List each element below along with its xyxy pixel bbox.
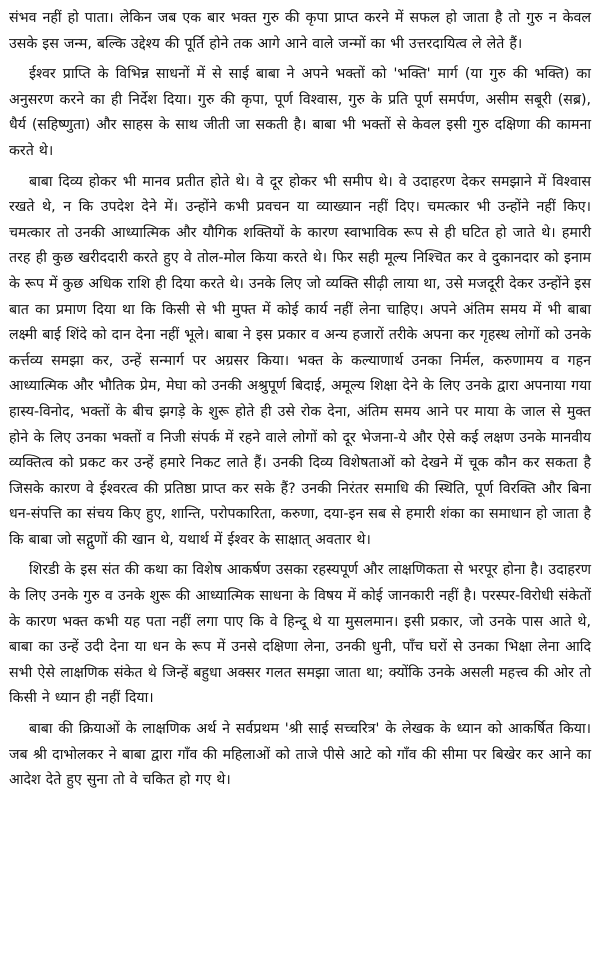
paragraph-3: बाबा दिव्य होकर भी मानव प्रतीत होते थे। वे दूर होकर भी समीप थे। वे उदाहरण देकर समझाने में विश्वास रखते थे, न कि उपदेश देने में। उन्होंने कभी प्रवचन या व्याख्यान नहीं दिए। चमत्कार भी उन्होंने नहीं किए। चमत्कार तो उनकी आध्यात्मिक और यौगिक शक्तियों के कारण स्वाभाविक रूप से ही घटित हो जाते थे। हमारी तरह ही कुछ खरीददारी करते हुए वे तोल-मोल किया करते थे। फिर सही मूल्य निश्चित कर वे दुकानदार को इनाम के रूप में कुछ अधिक राशि ही दिया करते थे। उनके लिए जो व्यक्ति सीढ़ी लाया था, उसे मजदूरी देकर उन्होंने इस बात का प्रमाण दिया था कि किसी से भी मुफ्त में कोई कार्य नहीं लेना चाहिए। अपने अंतिम समय में भी बाबा लक्ष्मी बाई शिंदे को दान देना नहीं भूले। बाबा ने इस प्रकार व अन्य हजारों तरीके अपना कर गृहस्थ लोगों को उनके कर्त्तव्य समझा कर, उन्हें सन्मार्ग पर अग्रसर किया। भक्त के कल्याणार्थ उनका निर्मल, करुणामय व गहन आध्यात्मिक और भौतिक प्रेम, मेघा को उनकी अश्रुपूर्ण बिदाई, अमूल्य शिक्षा देने के लिए उनके द्वारा अपनाया गया हास्य-विनोद, भक्तों के बीच झगड़े के शुरू होते ही उसे रोक देना, अंतिम समय आने पर माया के जाल से मुक्त होने के लिए उनका भक्तों व निजी संपर्क में रहने वाले लोगों को दूर भेजना-ये और ऐसे कई लक्षण उनके मानवीय व्यक्तित्व को प्रकट कर उन्हें हमारे निकट लाते हैं। उनकी दिव्य विशेषताओं को देखने में चूक कौन कर सकता है जिसके कारण वे ईश्वरत्व की प्रतिष्ठा प्राप्त कर सके हैं? उनकी निरंतर समाधि की स्थिति, पूर्ण विरक्ति और बिना धन-संपत्ति का संचय किए हुए, शान्ति, परोपकारिता, करुणा, दया-इन सब से हमारी शंका का समाधान हो जाता है कि बाबा जो सद्गुणों की खान थे, यथार्थ में ईश्वर के साक्षात् अवतार थे। [9,173,591,548]
paragraph-4: शिरडी के इस संत की कथा का विशेष आकर्षण उसका रहस्यपूर्ण और लाक्षणिकता से भरपूर होना है। उदाहरण के लिए उनके गुरु व उनके शुरू की आध्यात्मिक साधना के विषय में कोई जानकारी नहीं है। परस्पर-विरोधी संकेतों के कारण भक्त कभी यह पता नहीं लगा पाए कि वे हिन्दू थे या मुसलमान। इसी प्रकार, जो उनके पास आते थे, बाबा का उन्हें उदी देना या धन के रूप में उनसे दक्षिणा लेना, उनकी धुनी, पाँच घरों से उनका भिक्षा लेना आदि सभी ऐसे लाक्षणिक संकेत थे जिन्हें बहुधा अक्सर गलत समझा जाता था; क्योंकि उनके असली महत्त्व की ओर तो किसी ने ध्यान ही नहीं दिया। [9,562,591,707]
paragraph-2: ईश्वर प्राप्ति के विभिन्न साधनों में से साई बाबा ने अपने भक्तों को 'भक्ति' मार्ग (या गुरु की भक्ति) का अनुसरण करने का ही निर्देश दिया। गुरु की कृपा, पूर्ण विश्वास, गुरु के प्रति पूर्ण समर्पण, असीम सबूरी (सब्र), धैर्य (सहिष्णुता) और साहस के साथ जीती जा सकती है। बाबा भी भक्तों से केवल इसी गुरु दक्षिणा की कामना करते थे। [9,66,591,159]
paragraph-5: बाबा की क्रियाओं के लाक्षणिक अर्थ ने सर्वप्रथम 'श्री साई सच्चरित्र' के लेखक के ध्यान को आकर्षित किया। जब श्री दाभोलकर ने बाबा द्वारा गाँव की महिलाओं को ताजे पीसे आटे को गाँव की सीमा पर बिखेर कर आने का आदेश देते हुए सुना तो वे चकित हो गए थे। [9,721,591,789]
paragraph-1: संभव नहीं हो पाता। लेकिन जब एक बार भक्त गुरु की कृपा प्राप्त करने में सफल हो जाता है तो गुरु न केवल उसके इस जन्म, बल्कि उद्देश्य की पूर्ति होने तक आगे आने वाले जन्मों का भी उत्तरदायित्व ले लेते हैं। [9,10,591,52]
